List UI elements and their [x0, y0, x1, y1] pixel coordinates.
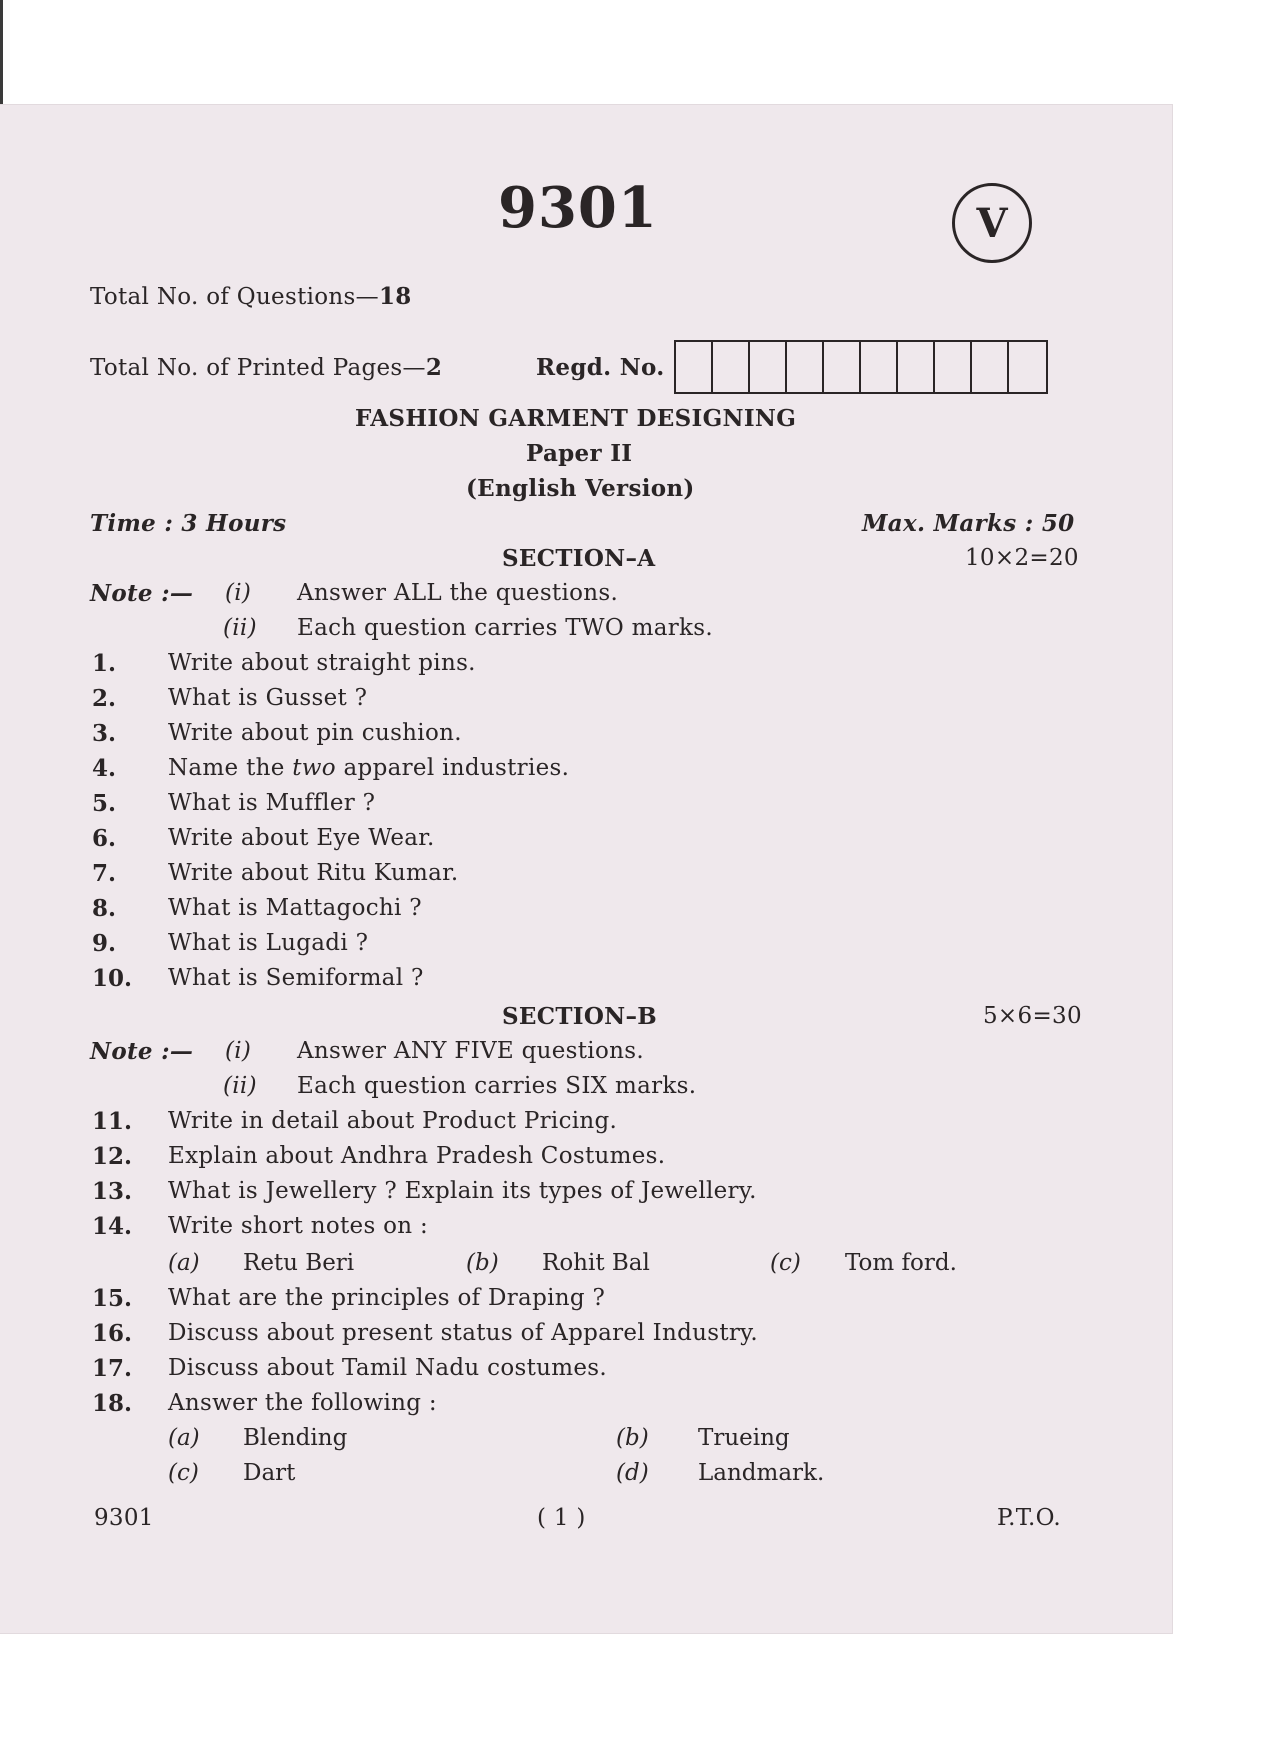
question-text: What is Muffler ? — [168, 790, 376, 816]
option-text: Retu Beri — [243, 1250, 355, 1276]
total-questions-value: 18 — [378, 283, 412, 310]
total-pages-value: 2 — [425, 354, 443, 381]
section-a-title: SECTION–A — [502, 545, 656, 572]
option-letter: (b) — [616, 1425, 649, 1451]
option-text: Dart — [243, 1460, 296, 1486]
question-text — [168, 755, 569, 781]
question-number: 3. — [92, 720, 117, 747]
section-b-title: SECTION–B — [502, 1003, 658, 1030]
total-questions — [90, 283, 412, 310]
question-number: 15. — [92, 1285, 133, 1312]
section-b-note-text: Answer ANY FIVE questions. — [297, 1038, 644, 1064]
question-number: 16. — [92, 1320, 133, 1347]
question-text: Answer the following : — [168, 1390, 437, 1416]
question-number: 5. — [92, 790, 117, 817]
time-allowed: Time : 3 Hours — [90, 510, 287, 537]
question-number: 4. — [92, 755, 117, 782]
regd-digit-box[interactable] — [861, 342, 898, 392]
footer-code: 9301 — [94, 1505, 154, 1531]
regd-digit-box[interactable] — [750, 342, 787, 392]
regd-digit-box[interactable] — [787, 342, 824, 392]
question-number: 14. — [92, 1213, 133, 1240]
question-text: Write about Eye Wear. — [168, 825, 435, 851]
question-number: 1. — [92, 650, 117, 677]
option-letter: (a) — [168, 1425, 200, 1451]
question-text: Write about pin cushion. — [168, 720, 462, 746]
regd-digit-box[interactable] — [676, 342, 713, 392]
option-letter: (d) — [616, 1460, 649, 1486]
question-number: 10. — [92, 965, 133, 992]
section-b-note-label: Note :— — [90, 1038, 194, 1065]
option-text: Blending — [243, 1425, 348, 1451]
question-text: Write short notes on : — [168, 1213, 429, 1239]
option-text: Landmark. — [698, 1460, 825, 1486]
page-number: ( 1 ) — [537, 1505, 586, 1531]
question-number: 13. — [92, 1178, 133, 1205]
pto-marker: P.T.O. — [997, 1505, 1062, 1531]
section-b-note-num: (i) — [225, 1038, 252, 1064]
regd-number-boxes[interactable] — [674, 340, 1048, 394]
question-text: Discuss about present status of Apparel Industry. — [168, 1320, 759, 1346]
option-text: Rohit Bal — [542, 1250, 650, 1276]
question-number: 12. — [92, 1143, 133, 1170]
paper-number: Paper II — [526, 440, 633, 467]
regd-digit-box[interactable] — [898, 342, 935, 392]
question-number: 6. — [92, 825, 117, 852]
regd-digit-box[interactable] — [935, 342, 972, 392]
max-marks: Max. Marks : 50 — [862, 510, 1075, 537]
total-pages-label: Total No. of Printed Pages— — [90, 355, 426, 381]
total-questions-label: Total No. of Questions— — [90, 284, 379, 310]
question-text: Write about Ritu Kumar. — [168, 860, 459, 886]
question-number: 8. — [92, 895, 117, 922]
question-text: What is Semiformal ? — [168, 965, 424, 991]
question-number: 7. — [92, 860, 117, 887]
question-number: 17. — [92, 1355, 133, 1382]
section-a-marks: 10×2=20 — [965, 545, 1079, 571]
option-letter: (c) — [168, 1460, 199, 1486]
version-seal: V — [952, 183, 1032, 263]
section-a-note-num: (i) — [225, 580, 252, 606]
option-letter: (a) — [168, 1250, 200, 1276]
question-text: What is Lugadi ? — [168, 930, 369, 956]
total-pages — [90, 354, 442, 381]
question-number: 18. — [92, 1390, 133, 1417]
option-text: Tom ford. — [845, 1250, 957, 1276]
regd-digit-box[interactable] — [1009, 342, 1046, 392]
question-text: Discuss about Tamil Nadu costumes. — [168, 1355, 607, 1381]
regd-digit-box[interactable] — [824, 342, 861, 392]
regd-digit-box[interactable] — [972, 342, 1009, 392]
question-number: 2. — [92, 685, 117, 712]
question-text-emphasis: two — [292, 755, 336, 781]
section-b-note-text: Each question carries SIX marks. — [297, 1073, 697, 1099]
question-text: What are the principles of Draping ? — [168, 1285, 606, 1311]
subject-title: FASHION GARMENT DESIGNING — [355, 405, 797, 432]
paper-code: 9301 — [498, 175, 658, 241]
question-text: Explain about Andhra Pradesh Costumes. — [168, 1143, 666, 1169]
section-a-note-label: Note :— — [90, 580, 194, 607]
paper-version: (English Version) — [466, 475, 695, 502]
question-text: What is Mattagochi ? — [168, 895, 422, 921]
regd-label: Regd. No. — [536, 354, 665, 381]
question-text-pre: Name the — [168, 755, 293, 781]
question-text: What is Gusset ? — [168, 685, 368, 711]
question-number: 11. — [92, 1108, 133, 1135]
regd-digit-box[interactable] — [713, 342, 750, 392]
option-letter: (c) — [770, 1250, 801, 1276]
option-text: Trueing — [698, 1425, 790, 1451]
scan-edge — [0, 0, 3, 105]
question-text: Write about straight pins. — [168, 650, 476, 676]
question-text: Write in detail about Product Pricing. — [168, 1108, 618, 1134]
section-b-marks: 5×6=30 — [983, 1003, 1082, 1029]
section-a-note-text: Each question carries TWO marks. — [297, 615, 714, 641]
section-a-note-text: Answer ALL the questions. — [297, 580, 619, 606]
question-number: 9. — [92, 930, 117, 957]
option-letter: (b) — [466, 1250, 499, 1276]
section-a-note-num: (ii) — [223, 615, 257, 641]
question-text-post: apparel industries. — [335, 755, 570, 781]
section-b-note-num: (ii) — [223, 1073, 257, 1099]
question-text: What is Jewellery ? Explain its types of Jewellery. — [168, 1178, 757, 1204]
